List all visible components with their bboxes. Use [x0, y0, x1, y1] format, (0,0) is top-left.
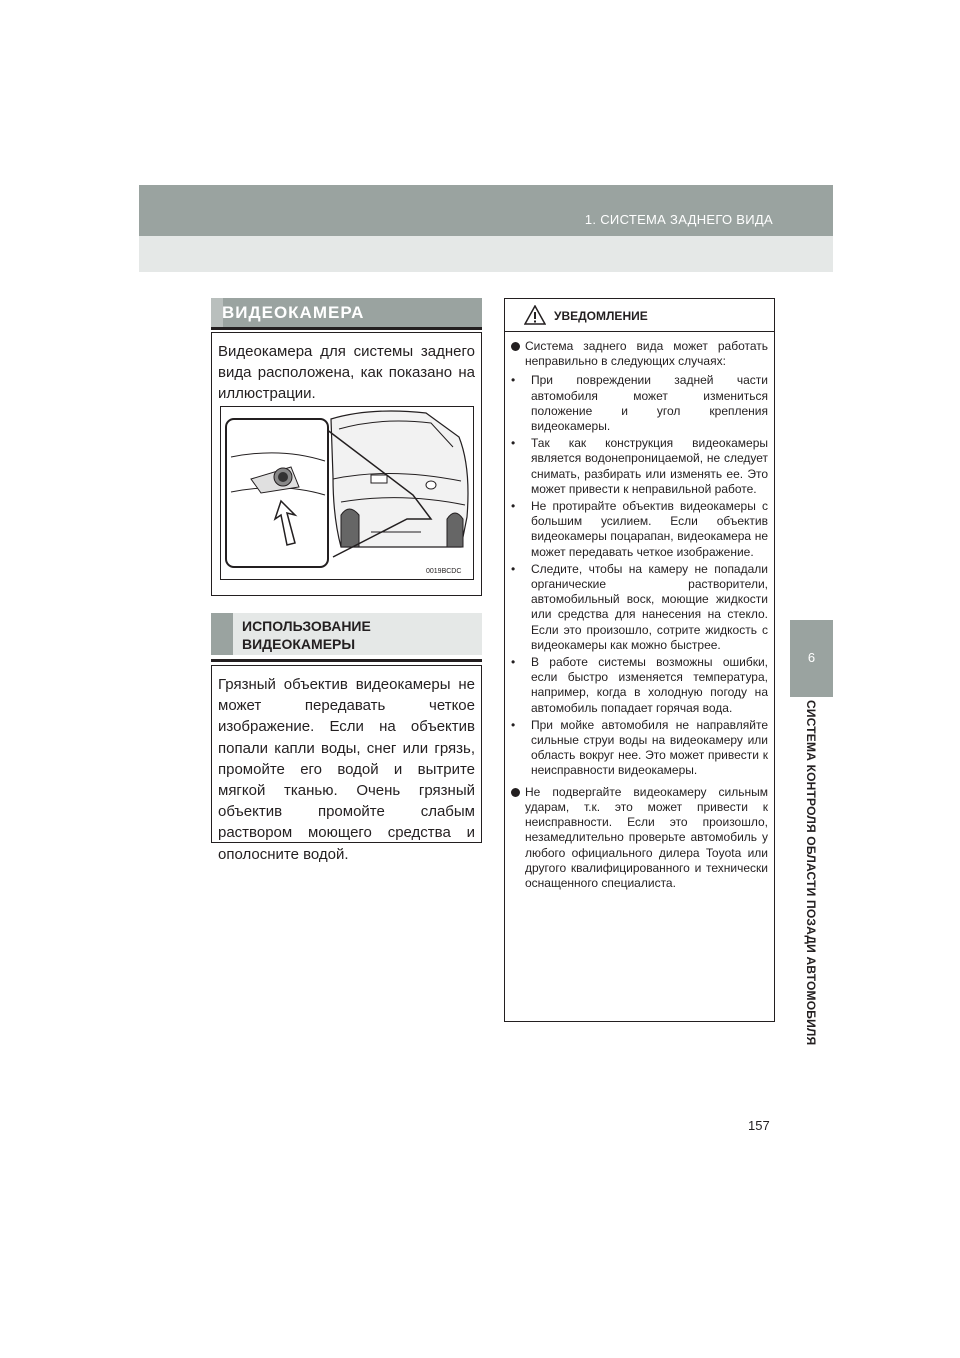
heading-rule	[211, 659, 482, 662]
header-subband	[139, 236, 833, 272]
section-heading-camera-use	[211, 613, 482, 655]
sub-bullet: •	[511, 373, 516, 388]
notice-item	[511, 785, 768, 891]
notice-subitem	[511, 499, 768, 560]
camera-info-box	[211, 332, 482, 596]
car-rear-illustration	[221, 407, 473, 579]
notice-subitem-text: При повреждении задней части автомобиля может измениться положение и угол крепления видеокамеры.	[531, 373, 768, 434]
notice-title: УВЕДОМЛЕНИЕ	[554, 309, 648, 323]
section-heading-camera	[211, 298, 482, 328]
heading-accent	[211, 613, 233, 655]
notice-subitem	[511, 436, 768, 497]
notice-item-text: Система заднего вида может работать неправильно в следующих случаях:	[525, 339, 768, 369]
notice-subitem-text: Так как конструкция видеокамеры является водонепроницаемой, не следует снимать, разбирать или изменять ее. Это может привести к неправильной работе.	[531, 436, 768, 496]
camera-use-box	[211, 665, 482, 863]
warning-icon	[524, 305, 546, 325]
notice-body	[511, 339, 768, 895]
sub-bullet: •	[511, 436, 516, 451]
header-band	[139, 185, 833, 236]
camera-info-text: Видеокамера для системы заднего вида расположена, как показано на иллюстрации.	[218, 343, 475, 402]
heading-line-1: ИСПОЛЬЗОВАНИЕ	[242, 618, 371, 634]
notice-subitem-text: Не протирайте объектив видеокамеры с большим усилием. Если объектив видеокамеры поцарапан, видеокамера не может передавать четкое изображение.	[531, 499, 768, 559]
sub-bullet: •	[511, 561, 516, 576]
notice-item	[511, 339, 768, 369]
notice-subitem	[511, 655, 768, 716]
notice-box	[504, 298, 775, 1022]
notice-subitem-text: Следите, чтобы на камеру не попадали органические растворители, автомобильный воск, моющие жидкости или средства для нанесения на стекло. Если это произошло, сотрите жидкость с видеокамеры как можно быстрее.	[531, 561, 768, 652]
bullet-icon	[511, 342, 520, 351]
sub-bullet: •	[511, 655, 516, 670]
notice-subitem	[511, 562, 768, 653]
notice-subitem-text: При мойке автомобиля не направляйте сильные струи воды на видеокамеру или область вокруг нее. Это может привести к неисправности видеокамеры.	[531, 717, 768, 778]
chapter-side-label-wrap	[790, 700, 833, 1046]
section-heading-text: ВИДЕОКАМЕРА	[222, 303, 365, 322]
camera-use-text: Грязный объектив видеокамеры не может передавать четкое изображение. Если на объектив попали капли воды, снег или грязь, промойте его водой и вытрите мягкой тканью. Очень грязный объектив промойте слабым раствором моющего средства и ополосните водой.	[218, 676, 475, 863]
section-heading-text	[242, 617, 371, 653]
figure-code: 0019BCDC	[426, 568, 462, 575]
chapter-side-label: СИСТЕМА КОНТРОЛЯ ОБЛАСТИ ПОЗАДИ АВТОМОБИЛЯ	[804, 700, 818, 1046]
chapter-tab	[790, 620, 833, 697]
notice-subitem-text: В работе системы возможны ошибки, если быстро изменяется температура, например, когда в холодную погоду на автомобиль попадает горячая вода.	[531, 655, 768, 715]
heading-rule	[211, 327, 482, 330]
sub-bullet: •	[511, 717, 516, 732]
notice-subitem	[511, 718, 768, 779]
chapter-number: 6	[807, 650, 816, 665]
heading-line-2: ВИДЕОКАМЕРЫ	[242, 636, 356, 652]
notice-subitem	[511, 373, 768, 434]
notice-header	[505, 299, 774, 332]
bullet-icon	[511, 788, 520, 797]
sub-bullet: •	[511, 499, 516, 514]
notice-item-text: Не подвергайте видеокамеру сильным ударам, т.к. это может привести к неисправности. Если это произошло, незамедлительно проверьте автомобиль у любого официального дилера Toyota или другого квалифицированного и технически оснащенного специалиста.	[525, 784, 768, 890]
camera-location-illustration	[220, 406, 474, 580]
page-number: 157	[748, 1118, 770, 1133]
chapter-title: 1. СИСТЕМА ЗАДНЕГО ВИДА	[584, 212, 773, 227]
